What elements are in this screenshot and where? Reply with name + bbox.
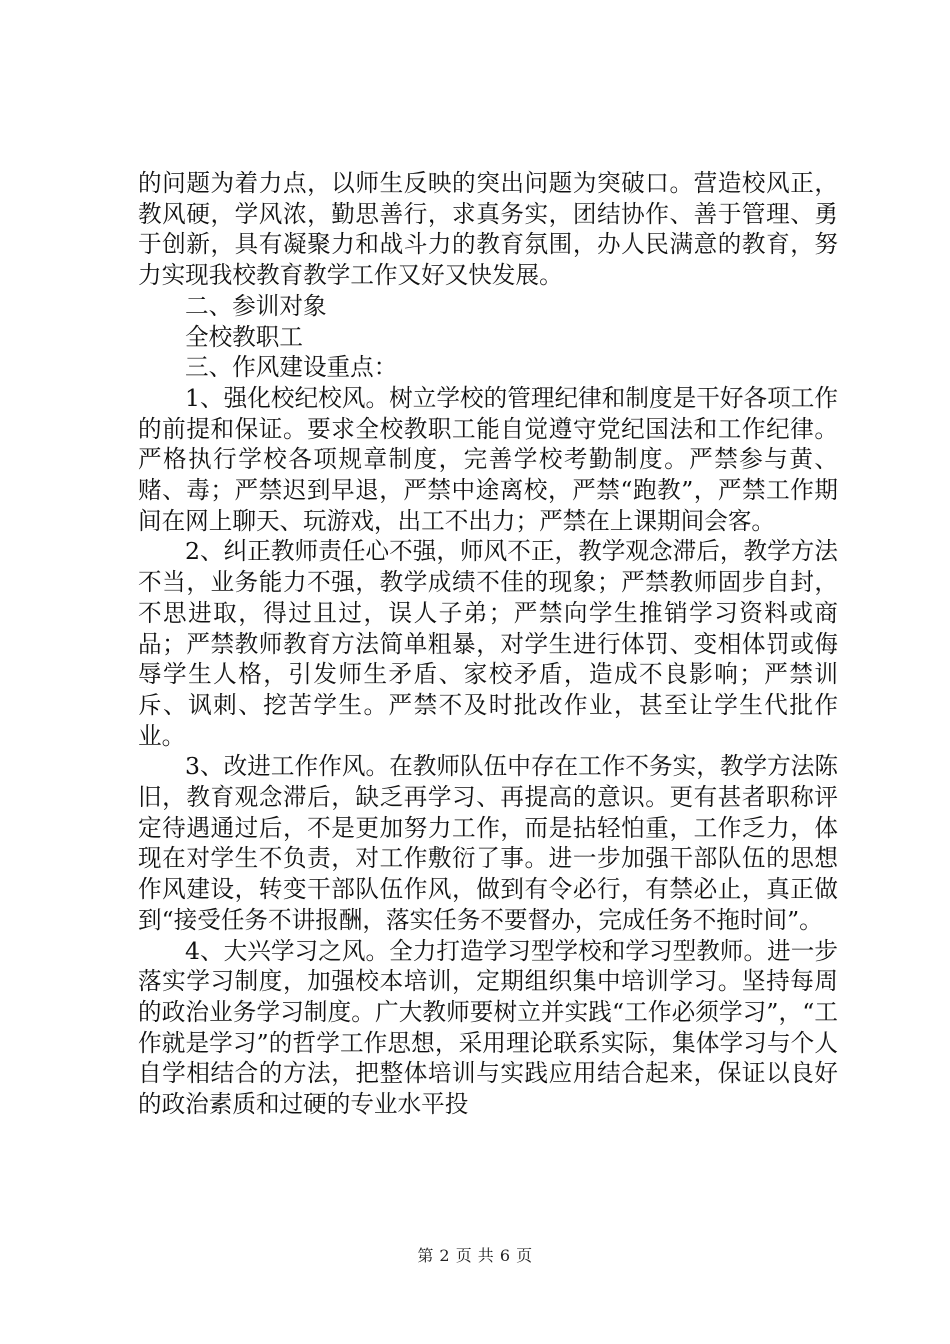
paragraph-item-3: 3、改进工作作风。在教师队伍中存在工作不务实，教学方法陈旧，教育观念滞后，缺乏再学习、再提高的意识。更有甚者职称评定待遇通过后，不是更加努力工作，而是拈轻怕重，工作乏力，体现在对学生不负责，对工作敷衍了事。进一步加强干部队伍的思想作风建设，转变干部队伍作风，做到有令必行，有禁必止，真正做到“接受任务不讲报酬，落实任务不要督办，完成任务不拖时间”。: [138, 752, 838, 934]
paragraph-item-4: 4、大兴学习之风。全力打造学习型学校和学习型教师。进一步落实学习制度，加强校本培训，定期组织集中培训学习。坚持每周的政治业务学习制度。广大教师要树立并实践“工作必须学习”，“工作就是学习”的哲学工作思想，采用理论联系实际，集体学习与个人自学相结合的方法，把整体培训与实践应用结合起来，保证以良好的政治素质和过硬的专业水平投: [138, 936, 838, 1119]
paragraph-item-2: 2、纠正教师责任心不强，师风不正，教学观念滞后，教学方法不当，业务能力不强，教学成绩不佳的现象；严禁教师固步自封，不思进取，得过且过，误人子弟；严禁向学生推销学习资料或商品；严禁教师教育方法简单粗暴，对学生进行体罚、变相体罚或侮辱学生人格，引发师生矛盾、家校矛盾，造成不良影响；严禁训斥、讽刺、挖苦学生。严禁不及时批改作业，甚至让学生代批作业。: [138, 537, 838, 750]
paragraph-participants: 全校教职工: [185, 322, 303, 351]
page-footer: 第 2 页 共 6 页: [417, 1246, 533, 1265]
heading-focus: 三、作风建设重点：: [185, 353, 398, 382]
paragraph-intro-continuation: 的问题为着力点，以师生反映的突出问题为突破口。营造校风正，教风硬，学风浓，勤思善行，求真务实，团结协作、善于管理、勇于创新，具有凝聚力和战斗力的教育氛围，办人民满意的教育，努力实现我校教育教学工作又好又快发展。: [138, 169, 838, 290]
heading-participants: 二、参训对象: [185, 291, 327, 320]
paragraph-item-1: 1、强化校纪校风。树立学校的管理纪律和制度是干好各项工作的前提和保证。要求全校教职工能自觉遵守党纪国法和工作纪律。严格执行学校各项规章制度，完善学校考勤制度。严禁参与黄、赌、毒；严禁迟到早退，严禁中途离校，严禁“跑教”，严禁工作期间在网上聊天、玩游戏，出工不出力；严禁在上课期间会客。: [138, 383, 838, 535]
document-body: [138, 168, 838, 1120]
